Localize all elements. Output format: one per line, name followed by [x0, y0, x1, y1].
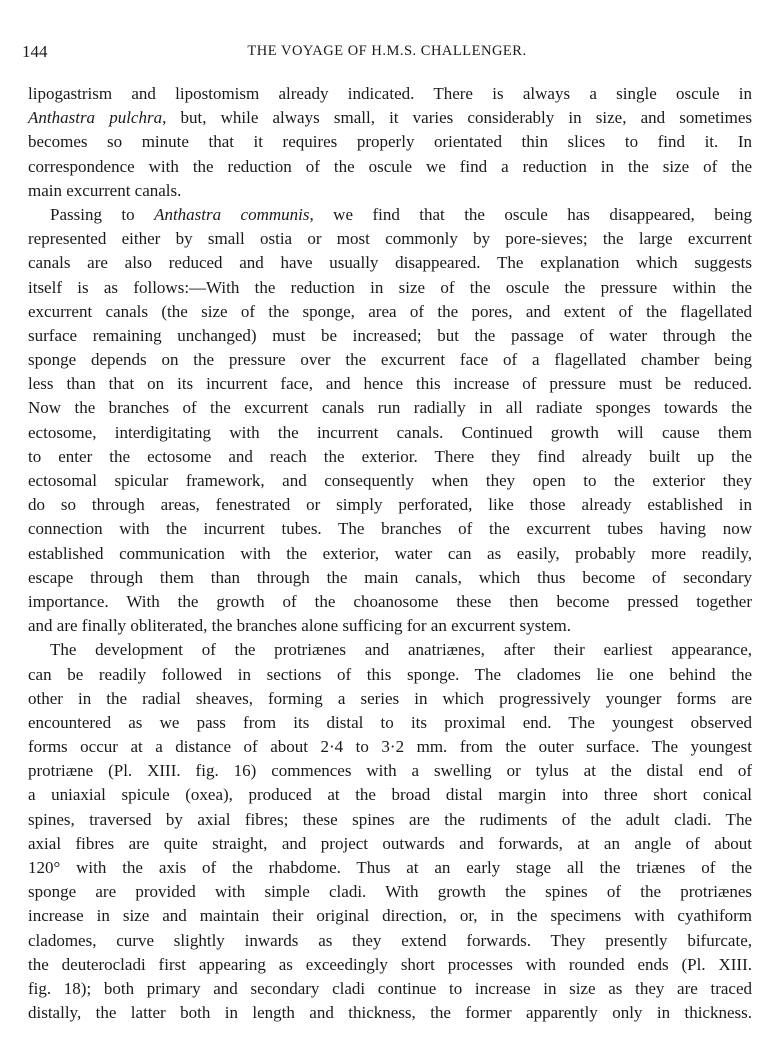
italic-species-name: Anthastra communis — [154, 204, 310, 224]
text-line: distally, the latter both in length and thickness, the former apparently only in thickness. — [28, 1003, 752, 1023]
text-line: can be readily followed in sections of this sponge. The cladomes lie one behind the — [28, 664, 752, 684]
text-line: ectosome, interdigitating with the incurrent canals. Continued growth will cause them — [28, 422, 752, 442]
text-segment: Passing to — [50, 204, 155, 224]
text-line: other in the radial sheaves, forming a series in which progressively younger forms are — [28, 688, 752, 708]
text-line: sponge depends on the pressure over the excurrent face of a flagellated chamber being — [28, 350, 752, 370]
paragraph — [28, 638, 752, 1025]
text-line: cladomes, curve slightly inwards as they extend forwards. They presently bifurcate, — [28, 930, 752, 950]
running-header — [22, 42, 752, 64]
text-line: excurrent canals (the size of the sponge, area of the pores, and extent of the flagellated — [28, 301, 752, 321]
text-line: encountered as we pass from its distal to its proximal end. The youngest observed — [28, 712, 752, 732]
text-line: importance. With the growth of the choanosome these then become pressed together — [28, 591, 752, 611]
text-line: lipogastrism and lipostomism already indicated. There is always a single oscule in — [28, 84, 752, 103]
text-line: ectosomal spicular framework, and consequently when they open to the exterior they — [28, 471, 752, 490]
text-line: connection with the incurrent tubes. The branches of the excurrent tubes having now — [28, 519, 752, 539]
text-line: surface remaining unchanged) must be increased; but the passage of water through the — [28, 325, 752, 345]
text-line: protriæne (Pl. XIII. fig. 16) commences with a swelling or tylus at the distal end of — [28, 761, 752, 781]
text-line: itself is as follows:—With the reduction in size of the oscule the pressure within the — [28, 277, 752, 297]
text-line: and are finally obliterated, the branches alone sufficing for an excurrent system. — [28, 616, 572, 636]
paragraph — [28, 203, 752, 638]
text-line: to enter the ectosome and reach the exterior. There they find already built up the — [28, 446, 752, 466]
text-line: fig. 18); both primary and secondary cladi continue to increase in size as they are traced — [28, 978, 752, 998]
text-segment: , we find that the oscule has disappeared, being — [309, 204, 752, 224]
text-line: correspondence with the reduction of the oscule we find a reduction in the size of the — [28, 156, 752, 176]
text-line: becomes so minute that it requires properly orientated thin slices to find it. In — [28, 132, 752, 152]
text-line: established communication with the exterior, water can as easily, probably more readily, — [28, 543, 752, 563]
running-title: THE VOYAGE OF H.M.S. CHALLENGER. — [247, 43, 527, 59]
text-line: the deuterocladi first appearing as exceedingly short processes with rounded ends (Pl. XIII. — [28, 954, 752, 974]
text-line: Now the branches of the excurrent canals run radially in all radiate sponges towards the — [28, 398, 752, 418]
text-line — [28, 203, 752, 227]
text-line: represented either by small ostia or most commonly by pore-sieves; the large excurrent — [28, 229, 752, 249]
text-line: canals are also reduced and have usually disappeared. The explanation which suggests — [28, 253, 752, 273]
text-line: 120° with the axis of the rhabdome. Thus at an early stage all the triænes of the — [28, 858, 752, 877]
text-line: spines, traversed by axial fibres; these spines are the rudiments of the adult cladi. The — [28, 809, 752, 829]
text-line — [28, 106, 752, 130]
page-number: 144 — [22, 42, 48, 61]
text-line: increase in size and maintain their original direction, or, in the specimens with cyathiform — [28, 906, 752, 926]
text-line: escape through them than through the main canals, which thus become of secondary — [28, 567, 752, 587]
text-line: do so through areas, fenestrated or simply perforated, like those already established in — [28, 495, 752, 515]
text-line: main excurrent canals. — [28, 180, 182, 200]
body-text — [28, 82, 752, 1025]
text-line: less than that on its incurrent face, and hence this increase of pressure must be reduced. — [28, 374, 752, 394]
text-line: The development of the protriænes and anatriænes, after their earliest appearance, — [50, 640, 752, 660]
paragraph — [28, 82, 752, 203]
text-line: forms occur at a distance of about 2·4 to 3·2 mm. from the outer surface. The youngest — [28, 737, 752, 757]
text-segment: , but, while always small, it varies considerably in size, and sometimes — [162, 108, 752, 128]
text-line: axial fibres are quite straight, and project outwards and forwards, at an angle of about — [28, 833, 752, 853]
text-line: sponge are provided with simple cladi. With growth the spines of the protriænes — [28, 882, 752, 902]
text-line: a uniaxial spicule (oxea), produced at the broad distal margin into three short conical — [28, 785, 752, 805]
italic-species-name: Anthastra pulchra — [28, 108, 163, 128]
